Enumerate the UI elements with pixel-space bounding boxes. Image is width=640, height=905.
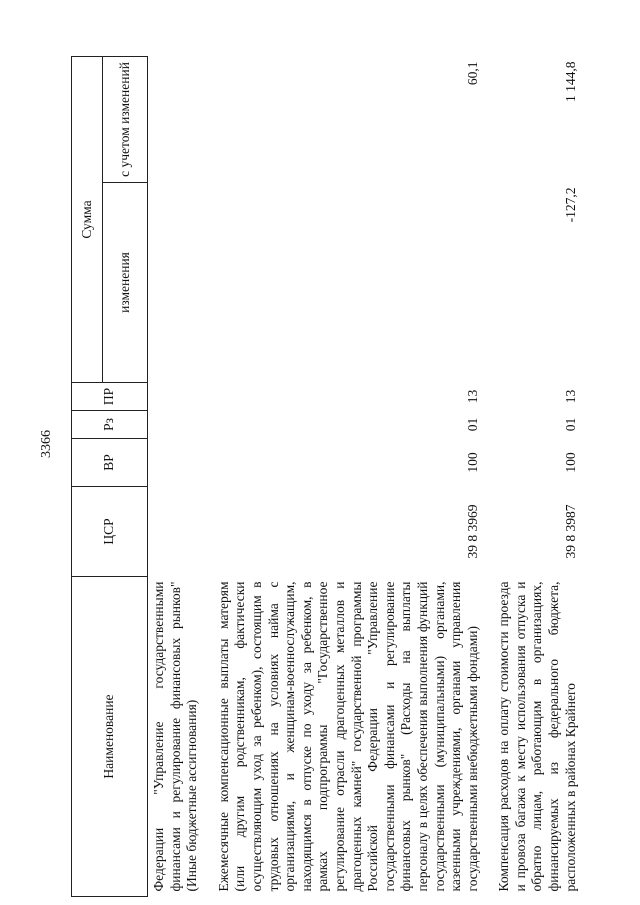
header-rz: Рз xyxy=(72,411,148,439)
row-csr: 39 8 3987 xyxy=(562,504,578,559)
row-pr: 13 xyxy=(562,389,578,404)
row-pr xyxy=(148,383,204,411)
row-total: 60,1 xyxy=(464,61,480,86)
table-row xyxy=(213,56,485,896)
row-change xyxy=(213,183,485,383)
budget-table xyxy=(71,56,582,897)
row-name: Ежемесячные компенсационные выплаты матерям (или другим родственникам, фактически осуществляющим уход за ребенком), состоящим в трудовых отношениях на условиях найма с организациями, и женщинам-военнослужащим, находящимся в отпуске по уходу за ребенком, в рамках подпрограммы "Государственное регулирование отрасли драгоценных металлов и драгоценных камней" государственной программы Российской Федерации "Управление государственными финансами и регулирование финансовых рынков" (Расходы на выплаты персоналу в целях обеспечения выполнения функций государственными (муниципальными) органами, казенными учреждениями, органами управления государственными внебюджетными фондами) xyxy=(215,581,480,892)
row-rz: 01 xyxy=(562,417,578,432)
header-pr: ПР xyxy=(72,383,148,411)
row-rz xyxy=(148,411,204,439)
row-name: Компенсация расходов на оплату стоимости проезда и провоза багажа к месту использования отпуска и обратно лицам, работающим в организациях, финансируемых из федерального бюджета, расположенных в районах Крайнего xyxy=(496,581,578,892)
header-csr: ЦСР xyxy=(72,487,148,577)
row-pr: 13 xyxy=(464,389,480,404)
table-row xyxy=(148,56,204,896)
row-change xyxy=(148,183,204,383)
header-sum-with-changes: с учетом изменений xyxy=(103,56,148,182)
page-number: 3366 xyxy=(39,430,54,458)
row-change: -127,2 xyxy=(562,187,578,223)
row-vr: 100 xyxy=(562,452,578,473)
header-name: Наименование xyxy=(72,577,148,897)
header-vr: ВР xyxy=(72,439,148,487)
row-total: 1 144,8 xyxy=(562,61,578,102)
row-vr xyxy=(148,439,204,487)
row-rz: 01 xyxy=(464,417,480,432)
row-total xyxy=(148,56,204,182)
row-csr: 39 8 3969 xyxy=(464,504,480,559)
header-sum-change: изменения xyxy=(103,183,148,383)
rotated-page-content xyxy=(71,57,598,897)
table-row xyxy=(493,56,582,896)
row-vr: 100 xyxy=(464,452,480,473)
header-sum: Сумма xyxy=(72,56,103,382)
row-name: Федерации "Управление государственными финансами и регулирование финансовых рынков" (Иные бюджетные ассигнования) xyxy=(151,581,200,892)
table-header-row xyxy=(72,56,103,896)
row-csr xyxy=(148,487,204,577)
